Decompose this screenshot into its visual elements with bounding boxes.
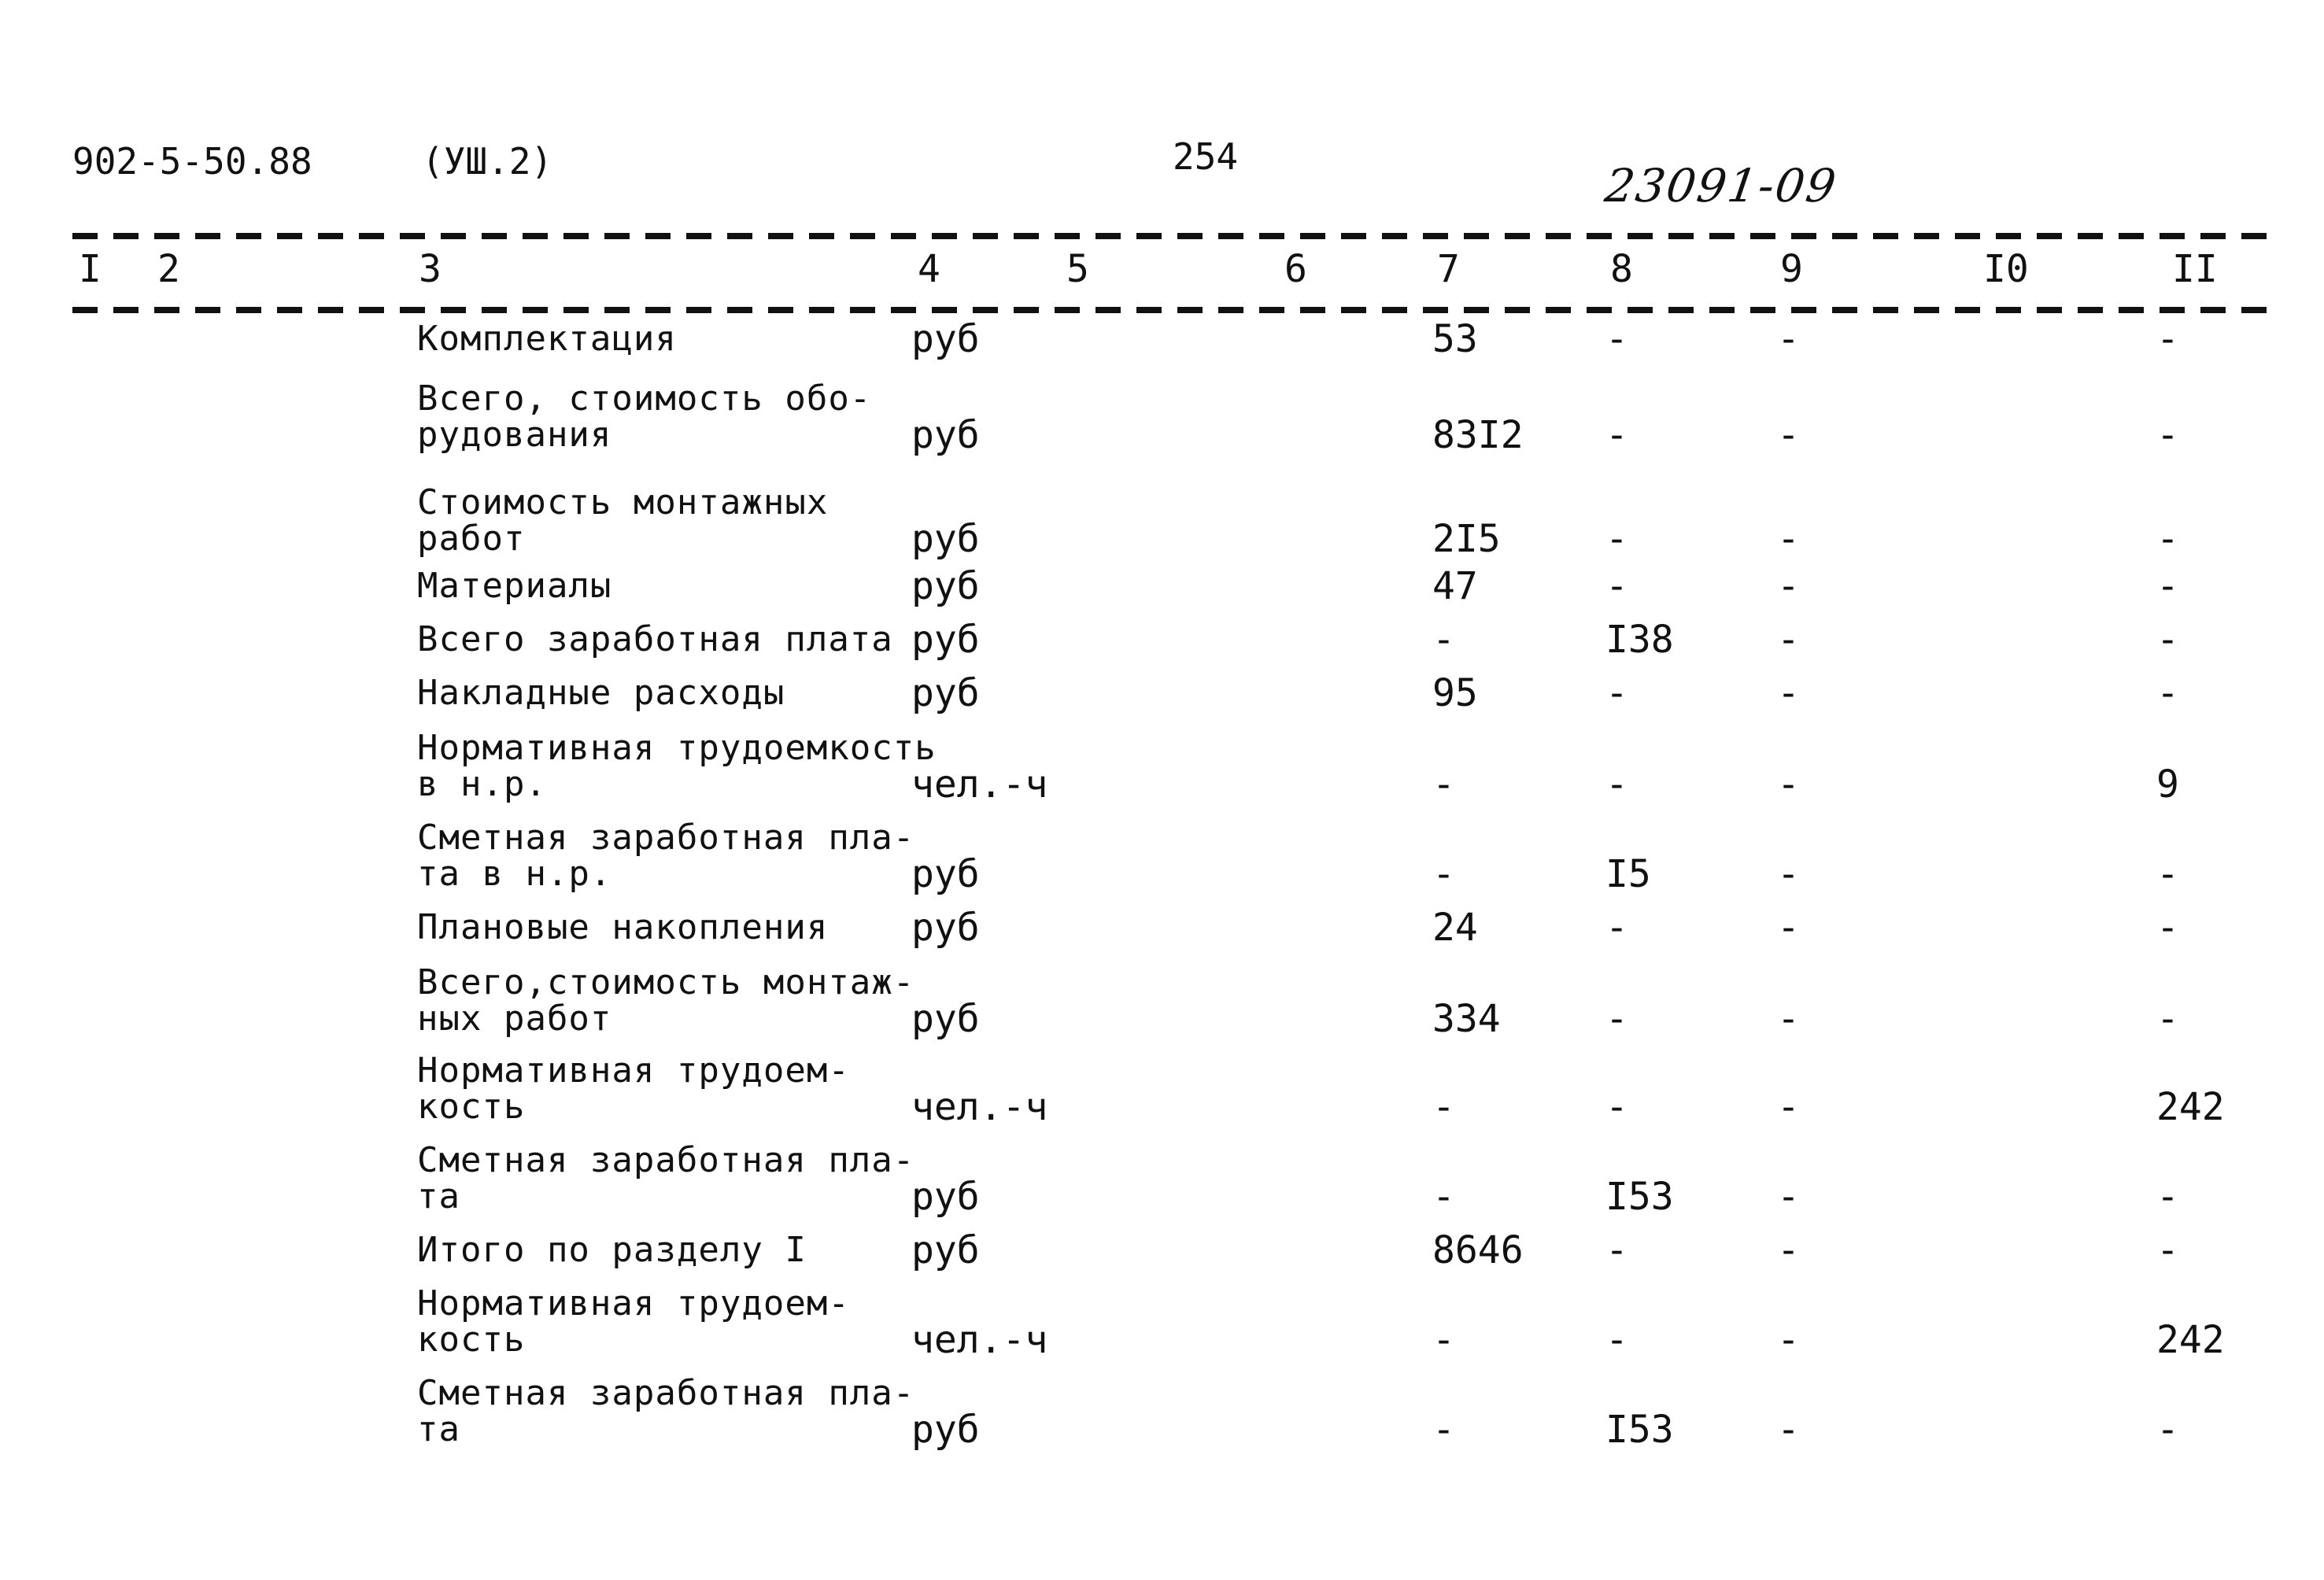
unit-cell: руб [911,564,980,608]
col7-cell: 83I2 [1432,413,1524,457]
col9-cell: - [1777,517,1800,561]
col11-cell: - [2156,317,2179,361]
col9-cell: - [1777,618,1800,662]
col11-cell: - [2156,1408,2179,1452]
col7-cell: - [1432,618,1455,662]
col9-cell: - [1777,317,1800,361]
col9-cell: - [1777,1408,1800,1452]
unit-cell: руб [911,906,980,950]
row-label: Комплектация [417,319,677,359]
col8-cell: - [1605,1318,1628,1362]
unit-cell: руб [911,997,980,1041]
row-label: Нормативная трудоемкость в н.р. [417,728,937,804]
column-number: I0 [1983,247,2029,291]
col7-cell: - [1432,1085,1455,1129]
section-code: (УШ.2) [422,140,553,183]
col7-cell: - [1432,1318,1455,1362]
col9-cell: - [1777,1228,1800,1272]
col8-cell: - [1605,413,1628,457]
col8-cell: I53 [1605,1408,1674,1452]
col8-cell: - [1605,517,1628,561]
col8-cell: - [1605,762,1628,807]
col8-cell: I5 [1605,852,1651,896]
unit-cell: руб [911,671,980,715]
col8-cell: - [1605,1228,1628,1272]
row-label: Материалы [417,566,612,606]
col8-cell: - [1605,1085,1628,1129]
unit-cell: чел.-ч [911,1318,1048,1362]
col9-cell: - [1777,1085,1800,1129]
column-number: 5 [1066,247,1089,291]
col11-cell: - [2156,564,2179,608]
unit-cell: руб [911,852,980,896]
row-label: Всего,стоимость монтаж- ных работ [417,962,915,1039]
col8-cell: - [1605,671,1628,715]
column-number: 9 [1780,247,1803,291]
row-label: Нормативная трудоем- кость [417,1283,850,1360]
col9-cell: - [1777,671,1800,715]
unit-cell: руб [911,618,980,662]
col11-cell: - [2156,618,2179,662]
column-number: 6 [1284,247,1307,291]
col9-cell: - [1777,1318,1800,1362]
row-label: Нормативная трудоем- кость [417,1050,850,1127]
col11-cell: - [2156,671,2179,715]
row-label: Всего заработная плата [417,619,893,659]
col9-cell: - [1777,1175,1800,1219]
column-number: II [2172,247,2218,291]
column-number: 3 [419,247,442,291]
row-label: Накладные расходы [417,673,785,713]
col11-cell: - [2156,413,2179,457]
col11-cell: - [2156,1175,2179,1219]
col11-cell: 242 [2156,1085,2225,1129]
col7-cell: - [1432,1175,1455,1219]
col11-cell: 242 [2156,1318,2225,1362]
row-label: Плановые накопления [417,907,829,947]
col9-cell: - [1777,564,1800,608]
col7-cell: - [1432,762,1455,807]
col11-cell: - [2156,852,2179,896]
col8-cell: I53 [1605,1175,1674,1219]
row-label: Всего, стоимость обо- рудования [417,378,872,455]
unit-cell: руб [911,413,980,457]
unit-cell: руб [911,1175,980,1219]
col8-cell: - [1605,564,1628,608]
col8-cell: - [1605,906,1628,950]
col9-cell: - [1777,906,1800,950]
row-label: Сметная заработная пла- та [417,1140,915,1216]
col7-cell: 95 [1432,671,1478,715]
unit-cell: чел.-ч [911,762,1048,807]
unit-cell: руб [911,317,980,361]
unit-cell: руб [911,1408,980,1452]
column-number: 2 [157,247,180,291]
col9-cell: - [1777,413,1800,457]
row-label: Итого по разделу I [417,1230,807,1270]
row-label: Сметная заработная пла- та в н.р. [417,818,915,894]
row-label: Сметная заработная пла- та [417,1373,915,1449]
col7-cell: - [1432,852,1455,896]
col7-cell: 24 [1432,906,1478,950]
header-rule-bottom [72,307,2274,313]
column-number: I [79,247,102,291]
row-label: Стоимость монтажных работ [417,482,829,559]
document-code: 902-5-50.88 [72,140,312,183]
col11-cell: - [2156,1228,2179,1272]
unit-cell: руб [911,1228,980,1272]
column-number: 4 [918,247,940,291]
unit-cell: руб [911,517,980,561]
col9-cell: - [1777,997,1800,1041]
col7-cell: 47 [1432,564,1478,608]
page-number: 254 [1173,135,1239,178]
unit-cell: чел.-ч [911,1085,1048,1129]
col11-cell: - [2156,906,2179,950]
col7-cell: 334 [1432,997,1501,1041]
header-rule-top [72,233,2274,239]
col8-cell: - [1605,997,1628,1041]
col7-cell: 8646 [1432,1228,1524,1272]
col8-cell: - [1605,317,1628,361]
column-number: 8 [1610,247,1633,291]
handwritten-reference: 23091-09 [1602,159,1841,212]
col7-cell: 53 [1432,317,1478,361]
col8-cell: I38 [1605,618,1674,662]
col7-cell: - [1432,1408,1455,1452]
col7-cell: 2I5 [1432,517,1501,561]
col9-cell: - [1777,762,1800,807]
column-number: 7 [1437,247,1460,291]
col11-cell: 9 [2156,762,2179,807]
col11-cell: - [2156,517,2179,561]
col11-cell: - [2156,997,2179,1041]
col9-cell: - [1777,852,1800,896]
